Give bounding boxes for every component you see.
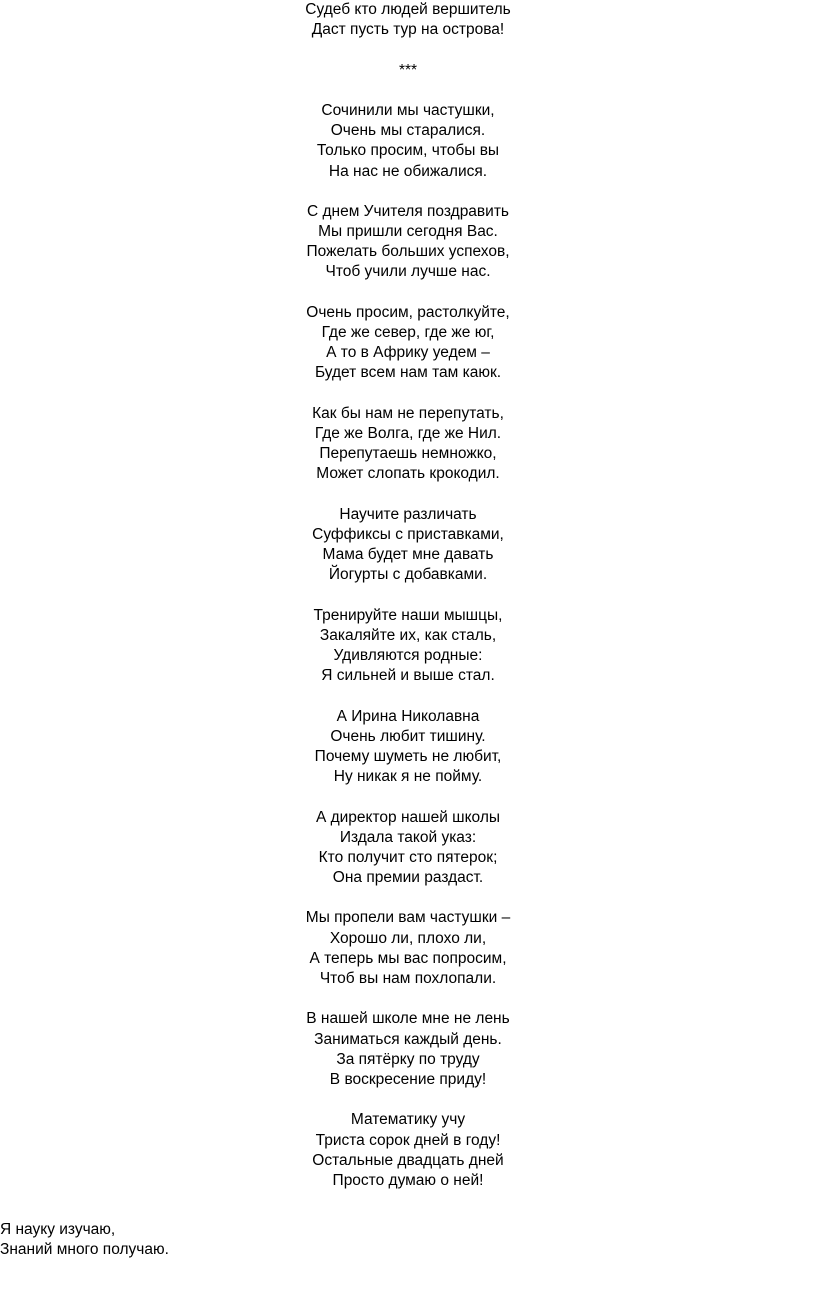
poem-line: Очень любит тишину.: [330, 727, 486, 745]
poem-line: Удивляются родные:: [333, 647, 483, 664]
stanza-gap: [0, 182, 816, 202]
poem-line: Кто получит сто пятерок;: [318, 848, 498, 866]
poem-line: Пожелать больших успехов,: [306, 243, 510, 261]
poem-line: Чтоб вы нам похлопали.: [319, 970, 497, 987]
poem-line: А директор нашей школы: [315, 808, 501, 826]
stanza-gap: [0, 485, 816, 505]
stanza-list: [0, 81, 816, 1191]
stanza: [0, 707, 816, 788]
stanza: [0, 606, 816, 687]
stanza-gap: [0, 384, 816, 404]
intro-line-2: Даст пусть тур на острова!: [311, 21, 505, 39]
poem-line: Я сильней и выше стал.: [321, 667, 495, 685]
stanza: [0, 404, 816, 485]
poem-line: Очень просим, растолкуйте,: [306, 303, 510, 321]
poem-line: В воскресение приду!: [329, 1070, 487, 1088]
poem-line: Хорошо ли, плохо ли,: [329, 929, 487, 947]
poem-line: Йогурты с добавками.: [328, 566, 488, 584]
poem-line: Тренируйте наши мышцы,: [313, 606, 503, 624]
stanza: [0, 505, 816, 586]
poem-tail: [0, 1220, 169, 1260]
stanza-gap: [0, 1090, 816, 1110]
poem-line: Мама будет мне давать: [322, 546, 494, 564]
stanza-gap: [0, 787, 816, 807]
poem-line: Закаляйте их, как сталь,: [319, 626, 497, 644]
poem-line: Очень мы старалися.: [330, 122, 486, 140]
poem-line: Где же север, где же юг,: [321, 324, 495, 341]
stanza-gap: [0, 888, 816, 908]
poem-line: Просто думаю о ней!: [332, 1171, 484, 1189]
poem-line: Почему шуметь не любит,: [314, 747, 502, 765]
poem-line: А теперь мы вас попросим,: [309, 949, 507, 967]
poem-line: Может слопать крокодил.: [316, 465, 500, 483]
poem-line: Научите различать: [339, 505, 477, 523]
poem-line: Мы пришли сегодня Вас.: [318, 223, 498, 241]
poem-line: Только просим, чтобы вы: [316, 142, 500, 160]
poem-line: Перепутаешь немножко,: [319, 445, 497, 463]
intro-line-1: Судеб кто людей вершитель: [305, 1, 511, 18]
separator: ***: [398, 61, 418, 79]
poem-line: Ну никак я не пойму.: [333, 768, 483, 786]
stanza-gap: [0, 989, 816, 1009]
stanza: [0, 202, 816, 283]
poem-line: С днем Учителя поздравить: [307, 202, 509, 220]
poem-line: Издала такой указ:: [339, 828, 477, 846]
stanza: [0, 1110, 816, 1191]
poem-line: Где же Волга, где же Нил.: [314, 424, 502, 442]
stanza-gap: [0, 40, 816, 60]
tail-line-2: Знаний много получаю.: [0, 1241, 169, 1259]
poem-line: Мы пропели вам частушки –: [305, 909, 511, 927]
stanza-gap: [0, 283, 816, 303]
poem-line: Триста сорок дней в году!: [315, 1131, 501, 1149]
poem-line: Математику учу: [350, 1111, 466, 1129]
stanza: [0, 808, 816, 889]
tail-line-1: Я науку изучаю,: [0, 1221, 116, 1238]
poem-line: Заниматься каждый день.: [314, 1030, 502, 1048]
stanza-gap: [0, 686, 816, 706]
stanza-gap: [0, 81, 816, 101]
stanza-gap: [0, 585, 816, 605]
stanza: [0, 908, 816, 989]
poem-line: А Ирина Николавна: [336, 707, 480, 725]
poem-line: Как бы нам не перепутать,: [312, 404, 504, 422]
poem-line: Будет всем нам там каюк.: [314, 364, 502, 382]
poem-line: Сочинили мы частушки,: [321, 101, 495, 119]
poem-line: Она премии раздаст.: [332, 869, 484, 887]
poem-line: За пятёрку по труду: [336, 1050, 480, 1068]
stanza: [0, 303, 816, 384]
poem-line: Суффиксы с приставками,: [312, 525, 504, 543]
stanza: [0, 101, 816, 182]
poem-line: Чтоб учили лучше нас.: [325, 263, 491, 281]
poem-line: Остальные двадцать дней: [312, 1151, 504, 1169]
poem-line: А то в Африку уедем –: [326, 344, 490, 362]
poem-line: На нас не обижалися.: [328, 162, 488, 180]
poem-line: В нашей школе мне не лень: [306, 1010, 510, 1028]
stanza: [0, 1009, 816, 1090]
